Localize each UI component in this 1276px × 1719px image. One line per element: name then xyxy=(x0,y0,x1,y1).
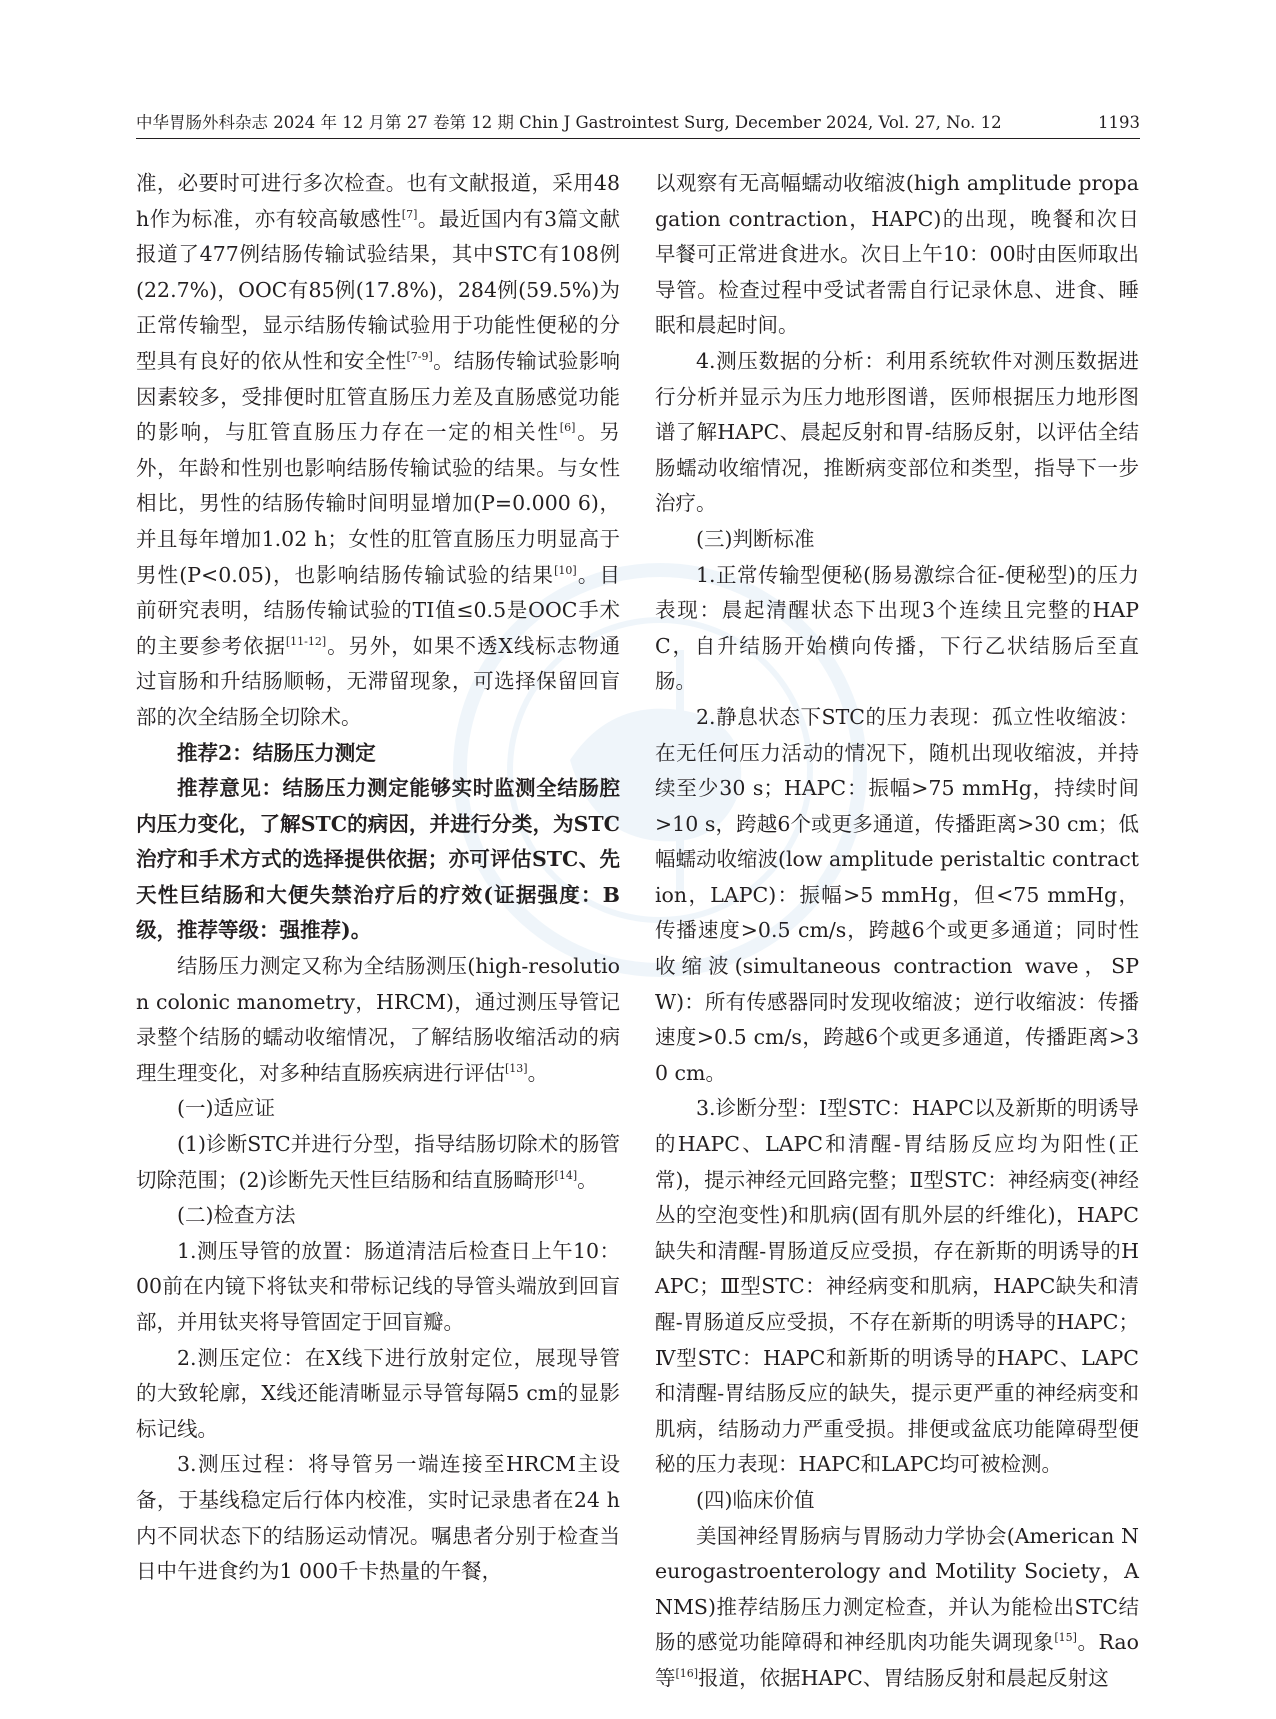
paragraph-text: (二)检查方法 xyxy=(177,1203,296,1228)
paragraph-text: 。 xyxy=(577,1167,598,1192)
body-paragraph xyxy=(655,1519,1139,1697)
body-paragraph xyxy=(655,1091,1139,1483)
citation-ref: [10] xyxy=(554,563,577,577)
journal-citation: 中华胃肠外科杂志 2024 年 12 月第 27 卷第 12 期 Chin J Gastrointest Surg, December 2024, Vol. 27, No. 12 xyxy=(136,113,1002,132)
left-column xyxy=(136,166,620,1590)
body-paragraph xyxy=(136,949,620,1091)
recommendation-paragraph xyxy=(136,771,620,949)
body-paragraph xyxy=(136,1198,620,1234)
paragraph-text: 3.测压过程：将导管另一端连接至HRCM主设备，于基线稳定后行体内校准，实时记录患者在24 h内不同状态下的结肠运动情况。嘱患者分别于检查当日中午进食约为1 000千卡热量的午餐， xyxy=(136,1452,620,1584)
paragraph-text: 结肠压力测定又称为全结肠测压(high-resolution colonic manometry，HRCM)，通过测压导管记录整个结肠的蠕动收缩情况，了解结肠收缩活动的病理生理变化，对多种结直肠疾病进行评估 xyxy=(136,954,620,1085)
body-paragraph xyxy=(655,522,1139,558)
paragraph-text: 。最近国内有3篇文献报道了477例结肠传输试验结果，其中STC有108例(22.7%)，OOC有85例(17.8%)，284例(59.5%)为正常传输型，显示结肠传输试验用于功能性便秘的分型具有良好的依从性和安全性 xyxy=(136,206,621,373)
citation-ref: [7-9] xyxy=(406,350,433,364)
paragraph-text: 美国神经胃肠病与胃肠动力学协会(American Neurogastroenterology and Motility Society，ANMS)推荐结肠压力测定检查，并认为能检出STC结肠的感觉功能障碍和神经肌肉功能失调现象 xyxy=(655,1523,1139,1655)
citation-ref: [7] xyxy=(401,207,418,221)
paragraph-text: 推荐2：结肠压力测定 xyxy=(177,740,376,765)
citation-ref: [16] xyxy=(675,1667,699,1681)
paragraph-text: 1.正常传输型便秘(肠易激综合征-便秘型)的压力表现：晨起清醒状态下出现3个连续且完整的HAPC，自升结肠开始横向传播，下行乙状结肠后至直肠。 xyxy=(655,562,1139,694)
page-number: 1193 xyxy=(1098,113,1140,132)
paragraph-text: 报道，依据HAPC、胃结肠反射和晨起反射这 xyxy=(698,1665,1109,1690)
paragraph-text: (一)适应证 xyxy=(177,1096,275,1121)
body-paragraph xyxy=(655,558,1139,700)
body-paragraph xyxy=(136,1447,620,1589)
body-paragraph xyxy=(655,344,1139,522)
paragraph-text: (三)判断标准 xyxy=(696,526,815,551)
paragraph-text: 。结肠传输试验影响因素较多，受排便时肛管直肠压力差及直肠感觉功能的影响，与肛管直肠压力存在一定的相关性 xyxy=(136,348,621,445)
body-paragraph xyxy=(136,1234,620,1341)
paragraph-text: 4.测压数据的分析：利用系统软件对测压数据进行分析并显示为压力地形图谱，医师根据压力地形图谱了解HAPC、晨起反射和胃-结肠反射，以评估全结肠蠕动收缩情况，推断病变部位和类型，指导下一步治疗。 xyxy=(655,348,1139,516)
paragraph-text: 。 xyxy=(527,1060,549,1085)
paragraph-text: 准，必要时可进行多次检查。也有文献报道，采用48 h作为标准，亦有较高敏感性 xyxy=(136,171,620,231)
body-paragraph xyxy=(136,166,620,736)
body-paragraph xyxy=(655,1483,1139,1519)
citation-ref: [13] xyxy=(505,1062,528,1076)
citation-ref: [11-12] xyxy=(285,634,327,648)
recommendation-paragraph xyxy=(136,736,620,772)
citation-ref: [6] xyxy=(559,421,576,435)
paragraph-text: 。Rao等 xyxy=(655,1630,1139,1690)
body-paragraph xyxy=(655,166,1139,344)
paragraph-text: 以观察有无高幅蠕动收缩波(high amplitude propagation contraction，HAPC)的出现，晚餐和次日早餐可正常进食进水。次日上午10：00时由医师取出导管。检查过程中受试者需自行记录休息、进食、睡眠和晨起时间。 xyxy=(655,171,1139,338)
body-paragraph xyxy=(136,1091,620,1127)
right-column xyxy=(655,166,1139,1697)
citation-ref: [15] xyxy=(1054,1631,1077,1645)
running-header xyxy=(136,108,1140,139)
paragraph-text: 2.静息状态下STC的压力表现：孤立性收缩波：在无任何压力活动的情况下，随机出现收缩波，并持续至少30 s；HAPC：振幅>75 mmHg，持续时间>10 s，跨越6个或更多通道，传播距离>30 cm；低幅蠕动收缩波(low amplitude peristaltic contraction，LAPC)：振幅>5 mmHg，但<75 mmHg，传播速度>0.5 cm/s，跨越6个或更多通道；同时性收缩波(simultaneous contraction wave，SPW)：所有传感器同时发现收缩波；逆行收缩波：传播速度>0.5 cm/s，跨越6个或更多通道，传播距离>30 cm。 xyxy=(655,704,1140,1085)
citation-ref: [14] xyxy=(554,1168,578,1182)
body-paragraph xyxy=(136,1127,620,1198)
paragraph-text: 。另外，如果不透X线标志物通过盲肠和升结肠顺畅，无滞留现象，可选择保留回盲部的次全结肠全切除术。 xyxy=(136,633,621,729)
paragraph-text: (1)诊断STC并进行分型，指导结肠切除术的肠管切除范围；(2)诊断先天性巨结肠和结直肠畸形 xyxy=(136,1132,620,1192)
paragraph-text: 1.测压导管的放置：肠道清洁后检查日上午10：00前在内镜下将钛夹和带标记线的导管头端放到回盲部，并用钛夹将导管固定于回盲瓣。 xyxy=(136,1238,620,1334)
paragraph-text: (四)临床价值 xyxy=(696,1487,815,1512)
paragraph-text: 。另外，年龄和性别也影响结肠传输试验的结果。与女性相比，男性的结肠传输时间明显增加(P=0.000 6)，并且每年增加1.02 h；女性的肛管直肠压力明显高于男性(P<0.05)，也影响结肠传输试验的结果 xyxy=(136,420,621,587)
paragraph-text: 3.诊断分型：Ⅰ型STC：HAPC以及新斯的明诱导的HAPC、LAPC和清醒-胃结肠反应均为阳性(正常)，提示神经元回路完整；Ⅱ型STC：神经病变(神经丛的空泡变性)和肌病(固有肌外层的纤维化)，HAPC缺失和清醒-胃肠道反应受损，存在新斯的明诱导的HAPC；Ⅲ型STC：神经病变和肌病，HAPC缺失和清醒-胃肠道反应受损，不存在新斯的明诱导的HAPC；Ⅳ型STC：HAPC和新斯的明诱导的HAPC、LAPC和清醒-胃结肠反应的缺失，提示更严重的神经病变和肌病，结肠动力严重受损。排便或盆底功能障碍型便秘的压力表现：HAPC和LAPC均可被检测。 xyxy=(655,1096,1139,1477)
body-paragraph xyxy=(655,700,1139,1092)
paragraph-text: 推荐意见：结肠压力测定能够实时监测全结肠腔内压力变化，了解STC的病因，并进行分类，为STC治疗和手术方式的选择提供依据；亦可评估STC、先天性巨结肠和大便失禁治疗后的疗效(证据强度：B级，推荐等级：强推荐)。 xyxy=(136,776,620,943)
paragraph-text: 。目前研究表明，结肠传输试验的TI值≤0.5是OOC手术的主要参考依据 xyxy=(136,562,620,658)
body-paragraph xyxy=(136,1341,620,1448)
paragraph-text: 2.测压定位：在X线下进行放射定位，展现导管的大致轮廓，X线还能清晰显示导管每隔5 cm的显影标记线。 xyxy=(136,1345,620,1441)
